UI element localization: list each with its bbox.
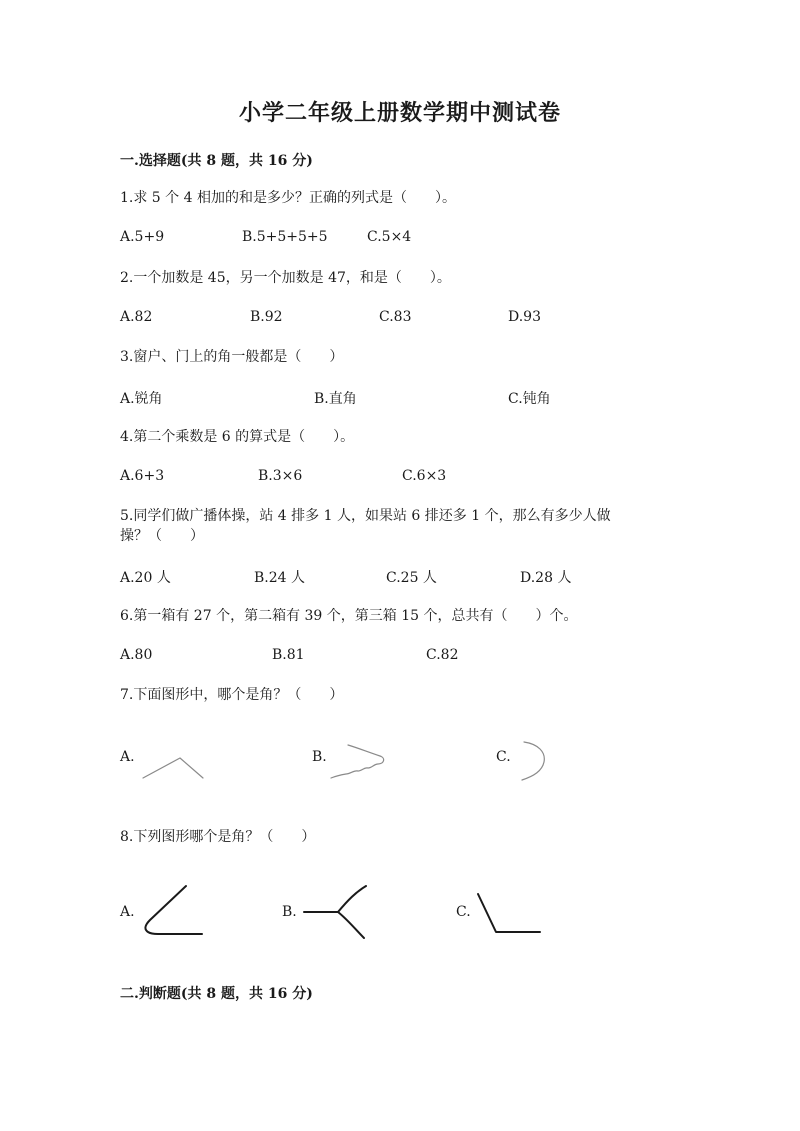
q7-option-c[interactable]: C. [496, 749, 511, 765]
question-5-line-2: 操？（ ） [120, 528, 204, 544]
q1-option-b[interactable]: B.5+5+5+5 [242, 229, 328, 245]
q6-option-c[interactable]: C.82 [426, 647, 459, 663]
question-4: 4.第二个乘数是 6 的算式是（ ）。 [120, 429, 355, 445]
q8-option-c[interactable]: C. [456, 904, 471, 920]
q2-option-a[interactable]: A.82 [120, 309, 153, 325]
q8-option-b[interactable]: B. [282, 904, 297, 920]
q3-option-b[interactable]: B.直角 [314, 391, 357, 407]
q2-option-d[interactable]: D.93 [508, 309, 541, 325]
question-2: 2.一个加数是 45，另一个加数是 47，和是（ ）。 [120, 270, 451, 286]
q8-figure-a-rounded-corner [140, 882, 206, 940]
q4-option-b[interactable]: B.3×6 [258, 468, 303, 484]
question-1: 1.求 5 个 4 相加的和是多少？正确的列式是（ ）。 [120, 190, 456, 206]
section-heading-true-false: 二.判断题(共 8 题，共 16 分) [120, 986, 313, 1002]
q5-option-d[interactable]: D.28 人 [520, 570, 572, 586]
q7-figure-b-wavy-lines [328, 740, 390, 782]
question-5-line-1: 5.同学们做广播体操，站 4 排多 1 人，如果站 6 排还多 1 个，那么有多少人做 [120, 508, 611, 524]
q2-option-b[interactable]: B.92 [250, 309, 283, 325]
q7-option-a[interactable]: A. [120, 749, 135, 765]
q4-option-c[interactable]: C.6×3 [402, 468, 447, 484]
q3-option-a[interactable]: A.锐角 [120, 391, 163, 407]
section-heading-choice: 一.选择题(共 8 题，共 16 分) [120, 153, 313, 169]
q3-option-c[interactable]: C.钝角 [508, 391, 551, 407]
q2-option-c[interactable]: C.83 [379, 309, 412, 325]
q7-figure-c-curve [512, 738, 562, 788]
question-6: 6.第一箱有 27 个，第二箱有 39 个，第三箱 15 个，总共有（ ）个。 [120, 608, 578, 624]
q1-option-c[interactable]: C.5×4 [367, 229, 412, 245]
q7-option-b[interactable]: B. [312, 749, 327, 765]
q5-option-a[interactable]: A.20 人 [120, 570, 171, 586]
q7-figure-a-angle [140, 755, 210, 785]
question-3: 3.窗户、门上的角一般都是（ ） [120, 349, 344, 365]
q1-option-a[interactable]: A.5+9 [120, 229, 165, 245]
question-8: 8.下列图形哪个是角？（ ） [120, 829, 316, 845]
q5-option-c[interactable]: C.25 人 [386, 570, 437, 586]
page-title: 小学二年级上册数学期中测试卷 [238, 100, 561, 126]
q6-option-a[interactable]: A.80 [120, 647, 153, 663]
q4-option-a[interactable]: A.6+3 [120, 468, 165, 484]
q5-option-b[interactable]: B.24 人 [254, 570, 306, 586]
q8-option-a[interactable]: A. [120, 904, 135, 920]
q8-figure-c-angle [474, 890, 546, 942]
question-7: 7.下面图形中，哪个是角？（ ） [120, 687, 344, 703]
q8-figure-b-curved-lines [300, 882, 372, 944]
q6-option-b[interactable]: B.81 [272, 647, 305, 663]
